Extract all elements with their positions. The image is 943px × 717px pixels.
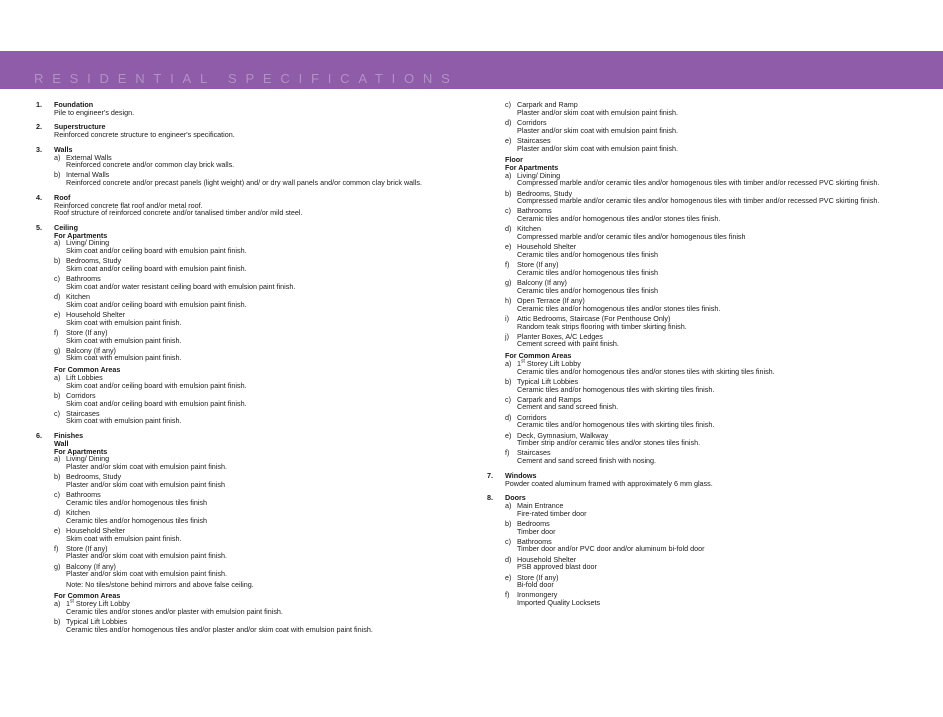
item-name: Attic Bedrooms, Staircase (For Penthouse Only) [517,313,671,323]
section-foundation [36,101,466,116]
list-item [54,527,466,542]
item-label: b) [505,518,512,528]
item-name: Bedrooms, Study [66,472,122,482]
item-desc: Timber door and/or PVC door and/or aluminum bi-fold door [517,544,705,554]
list-item [505,520,927,535]
item-label: d) [54,507,61,517]
item-name: Store (If any) [66,543,108,553]
item-desc: Ceramic tiles and/or homogenous tiles with skirting tiles finish. [517,420,715,430]
list-item [54,545,466,560]
list-item [54,563,466,578]
list-item [505,502,927,517]
list-item [505,137,927,152]
list-item [505,449,927,464]
section-title: Foundation [54,100,94,109]
item-name: Open Terrace (If any) [517,295,585,305]
subheading-common-areas: For Common Areas [505,351,572,361]
list-item [505,207,927,222]
item-label: f) [54,543,59,553]
item-name: Store (If any) [517,572,559,582]
item-desc: Skim coat and/or ceiling board with emulsion paint finish. [66,246,247,256]
subheading-apartments: For Apartments [54,230,108,240]
item-desc: Timber strip and/or ceramic tiles and/or stones tiles finish. [517,438,701,448]
item-desc: Random teak strips flooring with timber skirting finish. [517,321,687,331]
list-item [54,410,466,425]
item-desc: Plaster and/or skim coat with emulsion paint finish. [517,107,678,117]
list-item [505,414,927,429]
item-name: Main Entrance [517,500,564,510]
item-label: b) [54,390,61,400]
item-label: f) [505,590,510,600]
list-item [505,574,927,589]
list-item [505,172,927,187]
subheading-floor: Floor [505,155,523,165]
section-title: Roof [54,192,71,202]
list-item [505,396,927,411]
item-name: Staircases [517,448,551,458]
item-desc: Skim coat and/or ceiling board with emulsion paint finish. [66,299,247,309]
list-item [54,618,466,633]
item-name: 1st Storey Lift Lobby [517,358,581,368]
item-desc: Plaster and/or skim coat with emulsion paint finish. [517,143,678,153]
floor-apartments-list [505,172,927,349]
item-label: c) [505,536,511,546]
item-desc: Plaster and/or skim coat with emulsion paint finish. [66,551,227,561]
item-desc: Plaster and/or skim coat with emulsion paint finish. [517,125,678,135]
section-text: Reinforced concrete structure to engineer's specification. [54,130,235,140]
header-band [0,51,943,89]
item-label: i) [505,313,509,323]
item-name: Corridors [517,117,547,127]
ceiling-apartments-list [54,239,466,362]
item-desc: Ceramic tiles and/or homogenous tiles and/or plaster and/or skim coat with emulsion paint finish. [66,624,373,634]
item-name: Bedrooms, Study [66,256,122,266]
item-label: d) [54,292,61,302]
subheading-apartments: For Apartments [505,162,559,172]
item-name: Ironmongery [517,590,558,600]
item-name: Kitchen [66,292,90,302]
section-number: 2. [36,122,42,132]
list-item [505,279,927,294]
item-label: f) [505,448,510,458]
wall-apartments-list [54,455,466,578]
list-item [505,101,927,116]
subheading-common-areas: For Common Areas [54,591,121,601]
item-desc: Plaster and/or skim coat with emulsion paint finish [66,479,225,489]
section-number: 3. [36,144,42,154]
list-item [54,275,466,290]
item-desc: Skim coat with emulsion paint finish. [66,353,182,363]
item-name: Household Shelter [66,309,126,319]
item-desc: Ceramic tiles and/or homogenous tiles finish [517,267,659,277]
list-item [54,154,466,169]
section-number: 8. [487,493,493,503]
section-number: 7. [487,470,493,480]
item-name: Corridors [517,412,547,422]
doors-list [505,502,927,607]
item-desc: Skim coat and/or ceiling board with emulsion paint finish. [66,380,247,390]
item-desc: Reinforced concrete and/or common clay brick walls. [66,160,235,170]
wall-common-list-cont [505,101,927,152]
list-item [54,239,466,254]
page-title: RESIDENTIAL SPECIFICATIONS [34,71,459,86]
list-item [505,333,927,348]
section-number: 5. [36,222,42,232]
list-item [505,538,927,553]
list-item [54,455,466,470]
subheading-common-areas: For Common Areas [54,365,121,375]
item-label: a) [505,170,512,180]
note: Note: No tiles/stone behind mirrors and above false ceiling. [66,579,254,589]
item-label: c) [505,206,511,216]
item-label: a) [54,372,61,382]
item-label: g) [54,561,61,571]
item-name: Bedrooms [517,518,550,528]
item-label: b) [505,376,512,386]
section-finishes [36,432,466,633]
list-item [505,243,927,258]
item-label: h) [505,295,512,305]
item-name: Typical Lift Lobbies [517,376,579,386]
item-label: a) [54,454,61,464]
item-desc: Bi-fold door [517,580,554,590]
item-desc: Compressed marble and/or ceramic tiles and/or homogenous tiles with timber and/or recessed PVC skirting finish. [517,178,880,188]
item-desc: Skim coat and/or ceiling board with emulsion paint finish. [66,398,247,408]
list-item [505,225,927,240]
item-name: Household Shelter [66,525,126,535]
item-name: Living/ Dining [66,454,110,464]
list-item [505,591,927,606]
item-desc: Compressed marble and/or ceramic tiles and/or homogenous tiles with timber and/or recessed PVC skirting finish. [517,196,880,206]
section-title: Doors [505,493,526,503]
item-desc: Ceramic tiles and/or homogenous tiles and/or stones tiles finish. [517,214,721,224]
item-name: Carpark and Ramp [517,100,578,109]
item-label: d) [505,554,512,564]
subheading-apartments: For Apartments [54,446,108,456]
list-item [505,360,927,375]
item-name: Balcony (If any) [66,345,116,355]
item-label: g) [505,278,512,288]
item-label: a) [505,500,512,510]
section-title: Finishes [54,431,84,441]
section-walls [36,146,466,187]
item-name: Balcony (If any) [517,278,567,288]
item-desc: Ceramic tiles and/or homogenous tiles finish [66,515,208,525]
item-desc: Imported Quality Locksets [517,598,601,608]
item-name: Staircases [66,408,100,418]
item-name: External Walls [66,152,112,162]
item-name: Kitchen [66,507,90,517]
list-item [54,347,466,362]
item-name: Household Shelter [517,554,577,564]
item-label: g) [54,345,61,355]
item-label: d) [505,412,512,422]
item-label: a) [54,152,61,162]
item-label: e) [54,525,61,535]
floor-common-list [505,378,927,465]
item-desc: Ceramic tiles and/or homogenous tiles with skirting tiles finish. [517,384,715,394]
list-item [54,374,466,389]
item-name: Carpark and Ramps [517,394,582,404]
item-name: Bathrooms [66,274,101,284]
item-name: Balcony (If any) [66,561,116,571]
item-desc: Reinforced concrete and/or precast panels (light weight) and/ or dry wall panels and/or common clay brick walls. [66,178,422,188]
item-name: Lift Lobbies [66,372,103,382]
roof-line-2: Roof structure of reinforced concrete and/or tanalised timber and/or mild steel. [54,208,303,218]
item-desc: Plaster and/or skim coat with emulsion paint finish. [66,569,227,579]
subheading-wall: Wall [54,438,69,448]
roof-line-1: Reinforced concrete flat roof and/or metal roof. [54,200,203,210]
item-name: Planter Boxes, A/C Ledges [517,331,603,341]
section-title: Windows [505,470,537,480]
ceiling-common-list [54,374,466,425]
right-column [487,101,927,614]
list-item [505,315,927,330]
walls-list [54,154,466,187]
list-item [54,257,466,272]
list-item [505,190,927,205]
item-label: b) [54,170,61,180]
item-desc: Compressed marble and/or ceramic tiles and/or homogenous tiles finish [517,232,746,242]
list-item [54,329,466,344]
item-name: Internal Walls [66,170,110,180]
item-label: b) [54,256,61,266]
item-desc: Timber door [517,526,556,536]
item-name: Household Shelter [517,242,577,252]
item-label: c) [54,408,60,418]
item-name: Staircases [517,135,551,145]
item-name: Deck, Gymnasium, Walkway [517,430,609,440]
list-item [54,600,466,615]
item-name: Typical Lift Lobbies [66,616,128,626]
item-label: e) [505,135,512,145]
item-desc: Ceramic tiles and/or homogenous tiles finish [66,497,208,507]
item-label: e) [505,430,512,440]
section-windows [487,472,927,487]
item-desc: Skim coat with emulsion paint finish. [66,317,182,327]
section-text: Pile to engineer's design. [54,107,135,117]
list-item [505,378,927,393]
item-desc: Ceramic tiles and/or homogenous tiles finish [517,285,659,295]
list-item [54,293,466,308]
item-desc: Ceramic tiles and/or homogenous tiles and/or stones tiles finish. [517,303,721,313]
section-number: 6. [36,431,42,441]
item-label: c) [505,100,511,109]
item-desc: Skim coat and/or water resistant ceiling board with emulsion paint finish. [66,281,296,291]
item-label: b) [505,188,512,198]
list-item [505,119,927,134]
item-desc: Cement and sand screed finish with nosing. [517,456,657,466]
item-label: c) [505,394,511,404]
section-number: 4. [36,192,42,202]
section-finishes-continued [487,101,927,465]
item-desc: Skim coat and/or ceiling board with emulsion paint finish. [66,263,247,273]
item-name: Living/ Dining [66,238,110,248]
section-text: Powder coated aluminum framed with approximately 6 mm glass. [505,478,713,488]
item-name: Living/ Dining [517,170,561,180]
item-name: Bathrooms [66,490,101,500]
item-name: Corridors [66,390,96,400]
section-ceiling [36,224,466,425]
item-label: a) [54,238,61,248]
item-label: a) [54,598,61,608]
item-label: j) [505,331,509,341]
section-title: Walls [54,144,73,154]
item-desc: Skim coat with emulsion paint finish. [66,416,182,426]
item-label: f) [505,260,510,270]
section-superstructure [36,123,466,138]
item-name: 1st Storey Lift Lobby [66,598,130,608]
section-number: 1. [36,100,42,109]
list-item [54,491,466,506]
list-item [505,556,927,571]
list-item [505,297,927,312]
item-desc: Ceramic tiles and/or stones and/or plaster with emulsion paint finish. [66,606,283,616]
list-item [54,473,466,488]
item-desc: PSB approved blast door [517,562,597,572]
item-name: Bathrooms [517,206,552,216]
list-item [54,171,466,186]
item-desc: Plaster and/or skim coat with emulsion paint finish. [66,461,227,471]
item-label: b) [54,616,61,626]
list-item [54,509,466,524]
item-desc: Skim coat with emulsion paint finish. [66,335,182,345]
section-roof [36,194,466,217]
item-label: e) [505,242,512,252]
list-item [54,392,466,407]
item-label: c) [54,274,60,284]
item-name: Store (If any) [517,260,559,270]
section-doors [487,494,927,607]
item-label: d) [505,224,512,234]
item-label: c) [54,490,60,500]
item-desc: Ceramic tiles and/or homogenous tiles finish [517,249,659,259]
list-item [54,311,466,326]
item-desc: Skim coat with emulsion paint finish. [66,533,182,543]
item-label: e) [505,572,512,582]
item-label: f) [54,327,59,337]
left-column [36,101,466,640]
item-name: Bathrooms [517,536,552,546]
item-label: e) [54,309,61,319]
item-label: b) [54,472,61,482]
item-label: d) [505,117,512,127]
list-item [505,432,927,447]
section-title: Superstructure [54,122,106,132]
item-name: Kitchen [517,224,541,234]
item-label: a) [505,358,512,368]
item-desc: Cement screed with paint finish. [517,339,619,349]
item-name: Store (If any) [66,327,108,337]
item-desc: Cement and sand screed finish. [517,402,619,412]
section-title: Ceiling [54,222,78,232]
item-desc: Ceramic tiles and/or homogenous tiles and/or stones tiles with skirting tiles finish. [517,366,775,376]
list-item [505,261,927,276]
item-name: Bedrooms, Study [517,188,573,198]
item-desc: Fire-rated timber door [517,508,587,518]
